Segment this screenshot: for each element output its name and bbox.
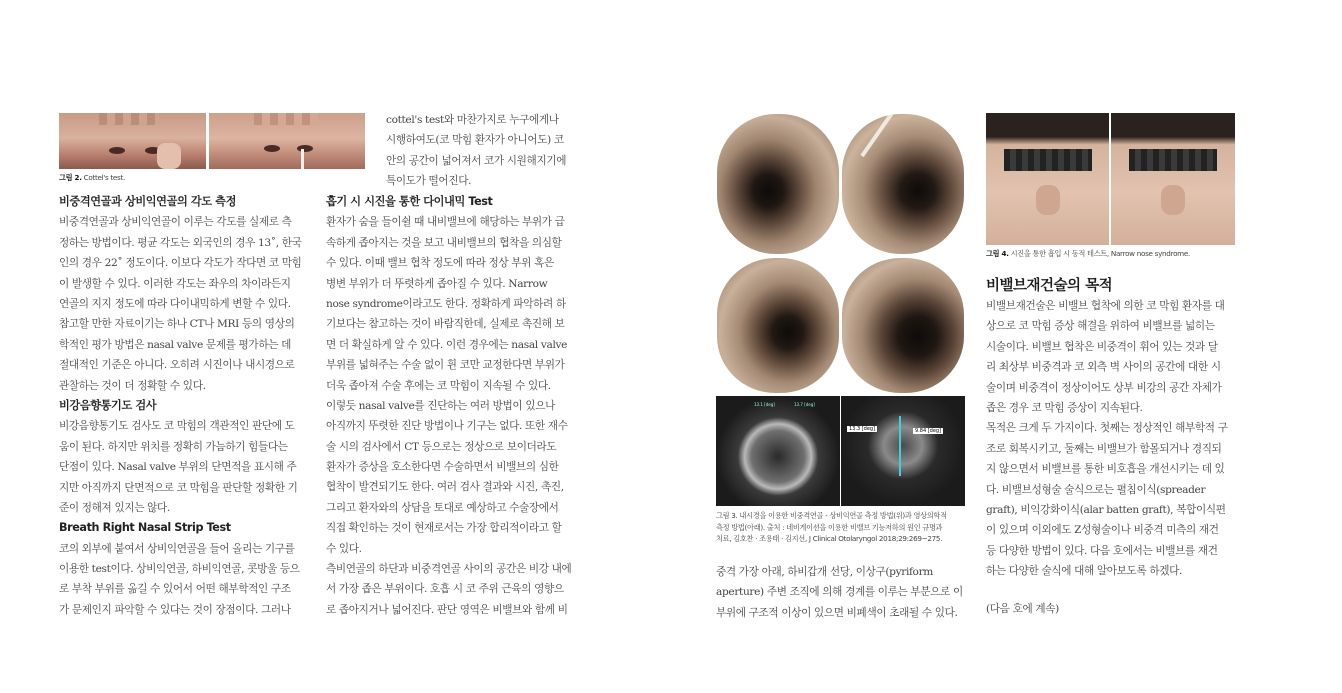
paragraph-nasal-strip: 코의 외부에 붙여서 상비익연골을 들어 올리는 기구를 이용한 test이다. 상비익연골, 하비익연골, 콧방울 등으 로 부착 부위를 옮길 수 있어서 어떤 해부학적인 구조 가 문제인지 파악할 수 있다는 것이 장점이다. 그러나 xyxy=(59,542,300,616)
ct-angle-label-3: 13.3 [deg] xyxy=(849,426,876,432)
to-be-continued: (다음 호에 계속) xyxy=(986,603,1059,616)
ct-scan-left xyxy=(716,396,840,506)
heading-nasal-strip-test: Breath Right Nasal Strip Test xyxy=(59,521,231,535)
column-3 xyxy=(716,562,970,623)
face-mosaic xyxy=(1004,149,1092,171)
narrow-nose-photo-right xyxy=(1111,113,1235,245)
endoscopy-image-b-left xyxy=(716,257,840,394)
ct-angle-label-2: 13.7 [deg] xyxy=(794,402,815,407)
face-mosaic xyxy=(1129,149,1217,171)
cottels-test-photo-left xyxy=(59,113,206,169)
paragraph-dynamic: 환자가 숨을 들이쉴 때 내비밸브에 해당하는 부위가 급 속하게 좁아지는 것을 보고 내비밸브의 협착을 의심할 수 있다. 이때 밸브 협착 정도에 따라 정상 부위 혹은 병변 부위가 더 뚜렷하게 좁아질 수 있다. Narrow nose syndrome이라고도 한다. 정확하게 파악하려 하 기보다는 참고하는 것이 바람직한데, 실제로 촉진해 보 면 더 확실하게 알 수 있다. 이런 경우에는 nasal valve 부위를 넓혀주는 수술 없이 휜 코만 교정한다면 부위가 더욱 좁아져 수술 후에는 코 막힘이 지속될 수 있다. xyxy=(326,216,568,392)
paragraph-diagnosis: 이렇듯 nasal valve를 진단하는 여러 방법이 있으나 아직까지 뚜렷한 진단 방법이나 기구는 없다. 또한 재수 술 시의 검사에서 CT 등으로는 정상으로 보이더라도 환자가 증상을 호소한다면 수술하면서 비밸브의 심한 협착이 발견되기도 한다. 여러 검사 결과와 시진, 촉진, 그리고 환자와의 상담을 토대로 예상하고 수술장에서 직접 확인하는 것이 현재로서는 가장 합리적이라고 할 수 있다. xyxy=(326,399,568,555)
paragraph-pyriform: 중격 가장 아래, 하비갑개 선당, 이상구(pyriform aperture) 주변 조직에 의해 경계를 이루는 부분으로 이 부위에 구조적 이상이 있으면 비폐색이 초래될 수 있다. xyxy=(716,566,963,619)
paragraph-reconstruction: 비밸브재건술은 비밸브 협착에 의한 코 막힘 환자를 대 상으로 코 막힘 증상 해결을 위하여 비밸브를 넓히는 시술이다. 비밸브 협착은 비중격이 휘어 있는 것과 달 리 최상부 비중격과 코 외측 벽 사이의 공간에 대한 시 술이며 비중격이 정상이어도 상부 비강의 공간 자체가 좁은 경우 코 막힘 증상이 지속된다. xyxy=(986,300,1225,414)
ct-scan-right xyxy=(841,396,965,506)
column-4 xyxy=(986,274,1238,620)
paragraph-rhinometry: 비강음향통기도 검사도 코 막힘의 객관적인 판단에 도 움이 된다. 하지만 위치를 정확히 가늠하기 힘들다는 단점이 있다. Nasal valve 부위의 단면적을 표시해 주 지만 아직까지 단면적으로 코 막힘을 판단할 정확한 기 준이 정해져 있지는 않다. xyxy=(59,420,298,514)
column-2 xyxy=(326,192,580,620)
figure-4-caption: 그림 4. 시진을 통한 흡입 시 동적 테스트, Narrow nose syndrome. xyxy=(986,249,1190,258)
figure-2-caption: 그림 2. Cottel's test. xyxy=(59,173,125,182)
column-2-top xyxy=(386,110,580,192)
paragraph-lateral-cartilage: 측비연골의 하단과 비중격연골 사이의 공간은 비강 내에 서 가장 좁은 부위이다. 호흡 시 코 주위 근육의 영향으 로 좁아지거나 넓어진다. 판단 영역은 비밸브와 함께 비 xyxy=(326,563,572,616)
figure-label-b: B xyxy=(721,378,732,389)
heading-angle-measurement: 비중격연골과 상비익연골의 각도 측정 xyxy=(59,195,236,208)
paragraph-angle: 비중격연골과 상비익연골이 이루는 각도를 실제로 측 정하는 방법이다. 평균 각도는 외국인의 경우 13˚, 한국 인의 경우 22˚ 정도이다. 이보다 각도가 작다면 코 막힘 이 발생할 수 있다. 이러한 각도는 좌우의 차이라든지 연골의 지지 정도에 따라 다이내믹하게 변할 수 있다. 참고할 만한 자료이기는 하나 CT나 MRI 등의 영상의 학적인 평가 방법은 nasal valve 문제를 평가하는 데 절대적인 기준은 아니다. 오히려 시진이나 내시경으로 관찰하는 것이 더 정확할 수 있다. xyxy=(59,216,302,392)
endoscopy-image-a-right xyxy=(841,113,965,255)
narrow-nose-photo-left xyxy=(986,113,1109,245)
paragraph-cottel-continued: cottel's test와 마찬가지로 누구에게나 시행하여도(코 막힘 환자가 아니어도) 코 안의 공간이 넓어져서 코가 시원해지기에 특이도가 떨어진다. xyxy=(386,114,567,188)
endoscopy-image-a-left xyxy=(716,113,840,255)
figure-label-a: A xyxy=(721,237,732,248)
cottels-test-photo-right xyxy=(209,113,365,169)
section-heading-purpose: 비밸브재건술의 목적 xyxy=(986,278,1113,294)
endoscopy-image-b-right xyxy=(841,257,965,394)
figure-3-caption: 그림 3. 내시경을 이용한 비중격연골 - 상비익연골 측정 방법(위)과 영상의학적 측정 방법(아래). 출처 : 네비게이션을 이용한 비밸브 기능저하의 원인 규명과 치료, 김호찬 · 조용태 · 김지선, J Clinical Otolaryngol 2018;29:269~275. xyxy=(716,511,947,543)
heading-acoustic-rhinometry: 비강음향통기도 검사 xyxy=(59,398,157,412)
heading-dynamic-test: 흡기 시 시진을 통한 다이내믹 Test xyxy=(326,195,493,208)
ct-angle-label-4: 9.84 [deg] xyxy=(915,428,942,434)
paragraph-purpose: 목적은 크게 두 가지이다. 첫째는 정상적인 해부학적 구 조로 회복시키고, 둘째는 비밸브가 함몰되거나 경직되 지 않으면서 비밸브를 통한 비호흡을 개선시키는 데 있 다. 비밸브성형술 술식으로는 펼침이식(spreader graft), 비익강화이식(alar batten graft), 복합이식편 이 있으며 이외에도 Z성형술이나 비중격 미측의 재건 등 다양한 방법이 있다. 다음 호에서는 비밸브를 재건 하는 다양한 술식에 대해 알아보도록 하겠다. xyxy=(986,422,1228,578)
column-1 xyxy=(59,192,311,620)
ct-angle-label-1: 13.1 [deg] xyxy=(754,402,775,407)
